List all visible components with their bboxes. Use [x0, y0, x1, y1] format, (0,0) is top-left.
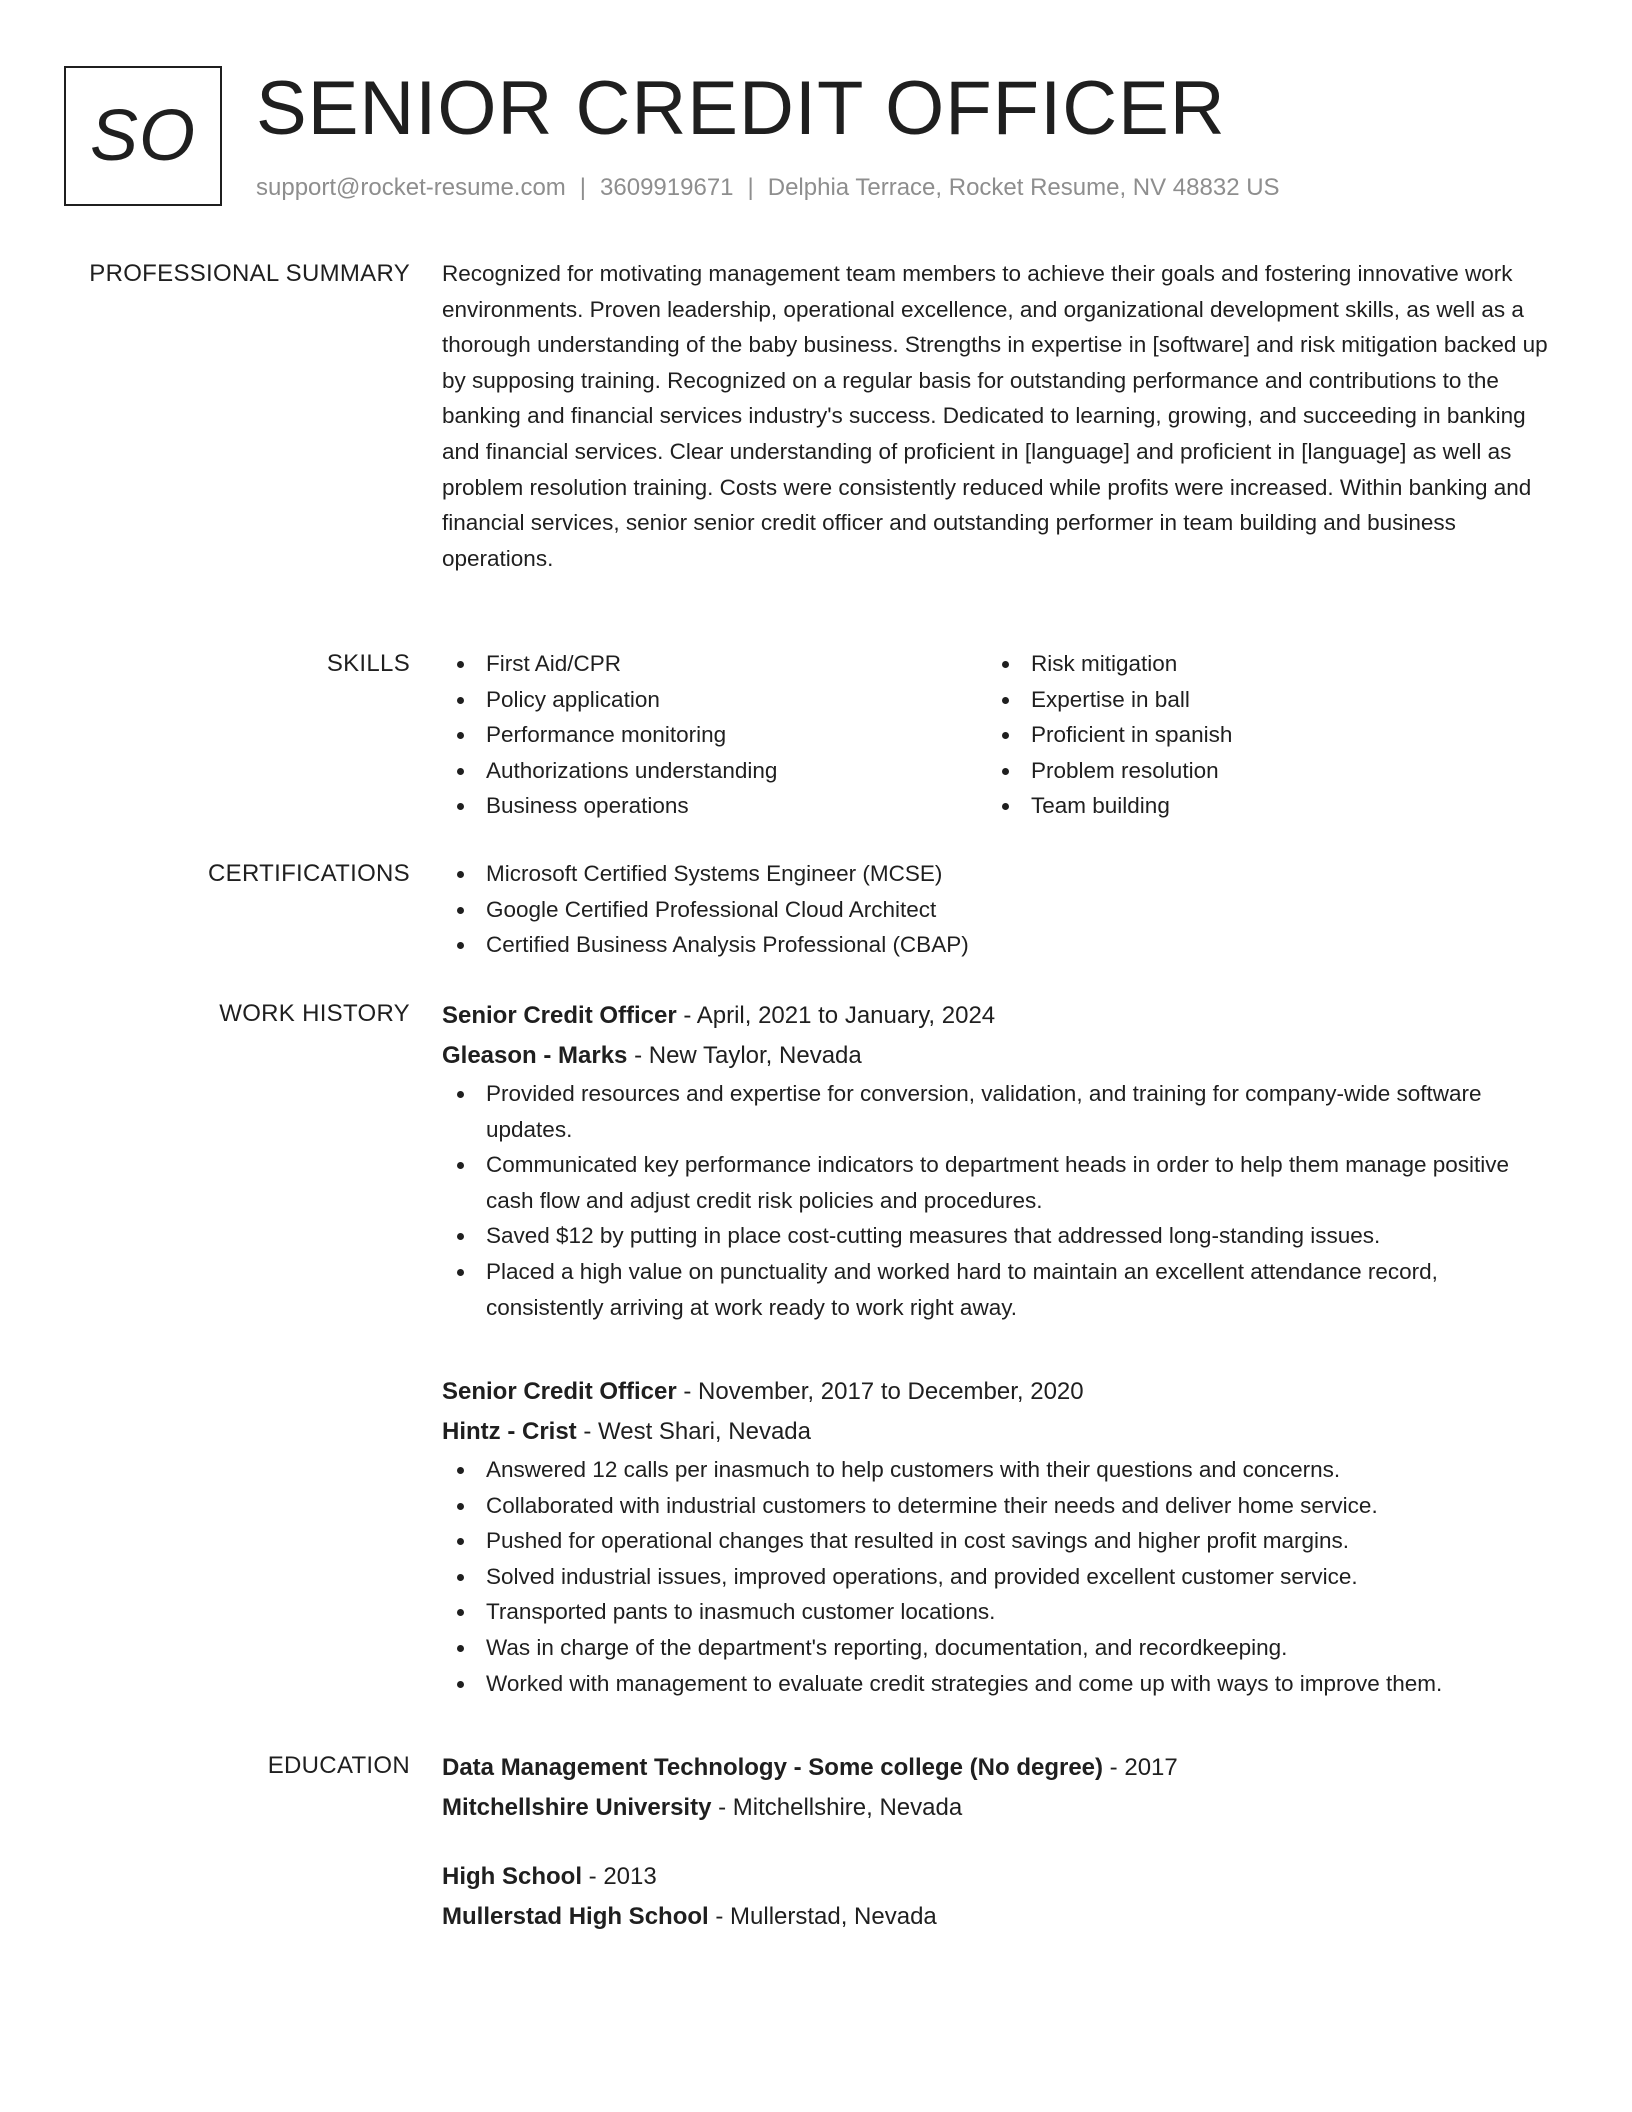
job-duty: Worked with management to evaluate credit strategies and come up with ways to improve them. [442, 1666, 1558, 1702]
job-location: - New Taylor, Nevada [627, 1042, 862, 1069]
job-duty: Answered 12 calls per inasmuch to help customers with their questions and concerns. [442, 1452, 1558, 1488]
certification-item: Google Certified Professional Cloud Architect [442, 892, 1558, 928]
education-school-line [442, 1788, 1558, 1828]
education-year: - 2013 [582, 1863, 657, 1890]
job-entry [442, 996, 1558, 1325]
skill-item: Problem resolution [987, 753, 1532, 789]
education-school-line [442, 1897, 1558, 1937]
job-duty: Was in charge of the department's reporting, documentation, and recordkeeping. [442, 1630, 1558, 1666]
contact-line [256, 172, 1280, 204]
job-company-line [442, 1412, 1558, 1452]
job-duties-list [442, 1452, 1558, 1701]
skills-list-right [987, 646, 1532, 824]
education-degree: Data Management Technology - Some college (No degree) [442, 1754, 1104, 1781]
section-heading: WORK HISTORY [219, 1000, 410, 1027]
education-school: Mitchellshire University [442, 1794, 712, 1821]
contact-phone: 3609919671 [600, 174, 734, 201]
job-title: Senior Credit Officer [442, 1378, 677, 1405]
skill-item: Policy application [442, 682, 987, 718]
contact-separator: | [579, 174, 587, 201]
skill-item: Business operations [442, 788, 987, 824]
section-heading: EDUCATION [267, 1752, 410, 1779]
certification-item: Microsoft Certified Systems Engineer (MCSE) [442, 856, 1558, 892]
education-entry [442, 1748, 1558, 1828]
job-duty: Saved $12 by putting in place cost-cutting measures that addressed long-standing issues. [442, 1218, 1558, 1254]
job-company: Gleason - Marks [442, 1042, 628, 1069]
contact-email: support@rocket-resume.com [256, 174, 566, 201]
job-title: Senior Credit Officer [442, 1002, 677, 1029]
skill-item: Performance monitoring [442, 717, 987, 753]
education-degree-line [442, 1857, 1558, 1897]
section-heading: PROFESSIONAL SUMMARY [89, 260, 410, 287]
job-dates: - April, 2021 to January, 2024 [676, 1002, 996, 1029]
resume-header [64, 64, 1568, 214]
job-location: - West Shari, Nevada [576, 1418, 811, 1445]
skills-list-left [442, 646, 987, 824]
contact-address: Delphia Terrace, Rocket Resume, NV 48832 US [767, 174, 1280, 201]
skill-item: Proficient in spanish [987, 717, 1532, 753]
job-title-line [442, 996, 1558, 1036]
summary-text: Recognized for motivating management team members to achieve their goals and fostering innovative work environments. Proven leadership, operational excellence, and organizational development skills, as well as a thorough understanding of the baby business. Strengths in expertise in [software] and risk mitigation backed up by supposing training. Recognized on a regular basis for outstanding performance and contributions to the banking and financial services industry's success. Dedicated to learning, growing, and succeeding in banking and financial services. Clear understanding of proficient in [language] and proficient in [language] as well as problem resolution training. Costs were consistently reduced while profits were increased. Within banking and financial services, senior senior credit officer and outstanding performer in team building and business operations. [442, 261, 1548, 571]
job-title-line [442, 1372, 1558, 1412]
skill-item: Team building [987, 788, 1532, 824]
education-degree: High School [442, 1863, 582, 1890]
job-duty: Pushed for operational changes that resulted in cost savings and higher profit margins. [442, 1523, 1558, 1559]
skill-item: Risk mitigation [987, 646, 1532, 682]
contact-separator: | [747, 174, 754, 201]
job-company: Hintz - Crist [442, 1418, 577, 1445]
job-duties-list [442, 1076, 1558, 1325]
job-duty: Collaborated with industrial customers to determine their needs and deliver home service. [442, 1488, 1558, 1524]
monogram-logo: SO [64, 66, 222, 206]
job-company-line [442, 1036, 1558, 1076]
job-dates: - November, 2017 to December, 2020 [676, 1378, 1084, 1405]
job-entry [442, 1372, 1558, 1701]
skill-item: First Aid/CPR [442, 646, 987, 682]
job-duty: Communicated key performance indicators to department heads in order to help them manage positive cash flow and adjust credit risk policies and procedures. [442, 1147, 1558, 1218]
job-duty: Transported pants to inasmuch customer locations. [442, 1594, 1558, 1630]
education-year: - 2017 [1103, 1754, 1178, 1781]
certification-item: Certified Business Analysis Professional (CBAP) [442, 927, 1558, 963]
education-entry [442, 1857, 1558, 1937]
job-duty: Placed a high value on punctuality and worked hard to maintain an excellent attendance record, consistently arriving at work ready to work right away. [442, 1254, 1558, 1325]
education-school: Mullerstad High School [442, 1903, 709, 1930]
skill-item: Authorizations understanding [442, 753, 987, 789]
education-location: - Mitchellshire, Nevada [711, 1794, 963, 1821]
job-duty: Provided resources and expertise for conversion, validation, and training for company-wide software updates. [442, 1076, 1558, 1147]
education-degree-line [442, 1748, 1558, 1788]
skill-item: Expertise in ball [987, 682, 1532, 718]
section-heading: CERTIFICATIONS [208, 860, 410, 887]
section-heading: SKILLS [326, 650, 410, 677]
education-location: - Mullerstad, Nevada [708, 1903, 937, 1930]
resume-title: SENIOR CREDIT OFFICER [256, 66, 1226, 151]
certifications-list [442, 856, 1558, 963]
job-duty: Solved industrial issues, improved operations, and provided excellent customer service. [442, 1559, 1558, 1595]
